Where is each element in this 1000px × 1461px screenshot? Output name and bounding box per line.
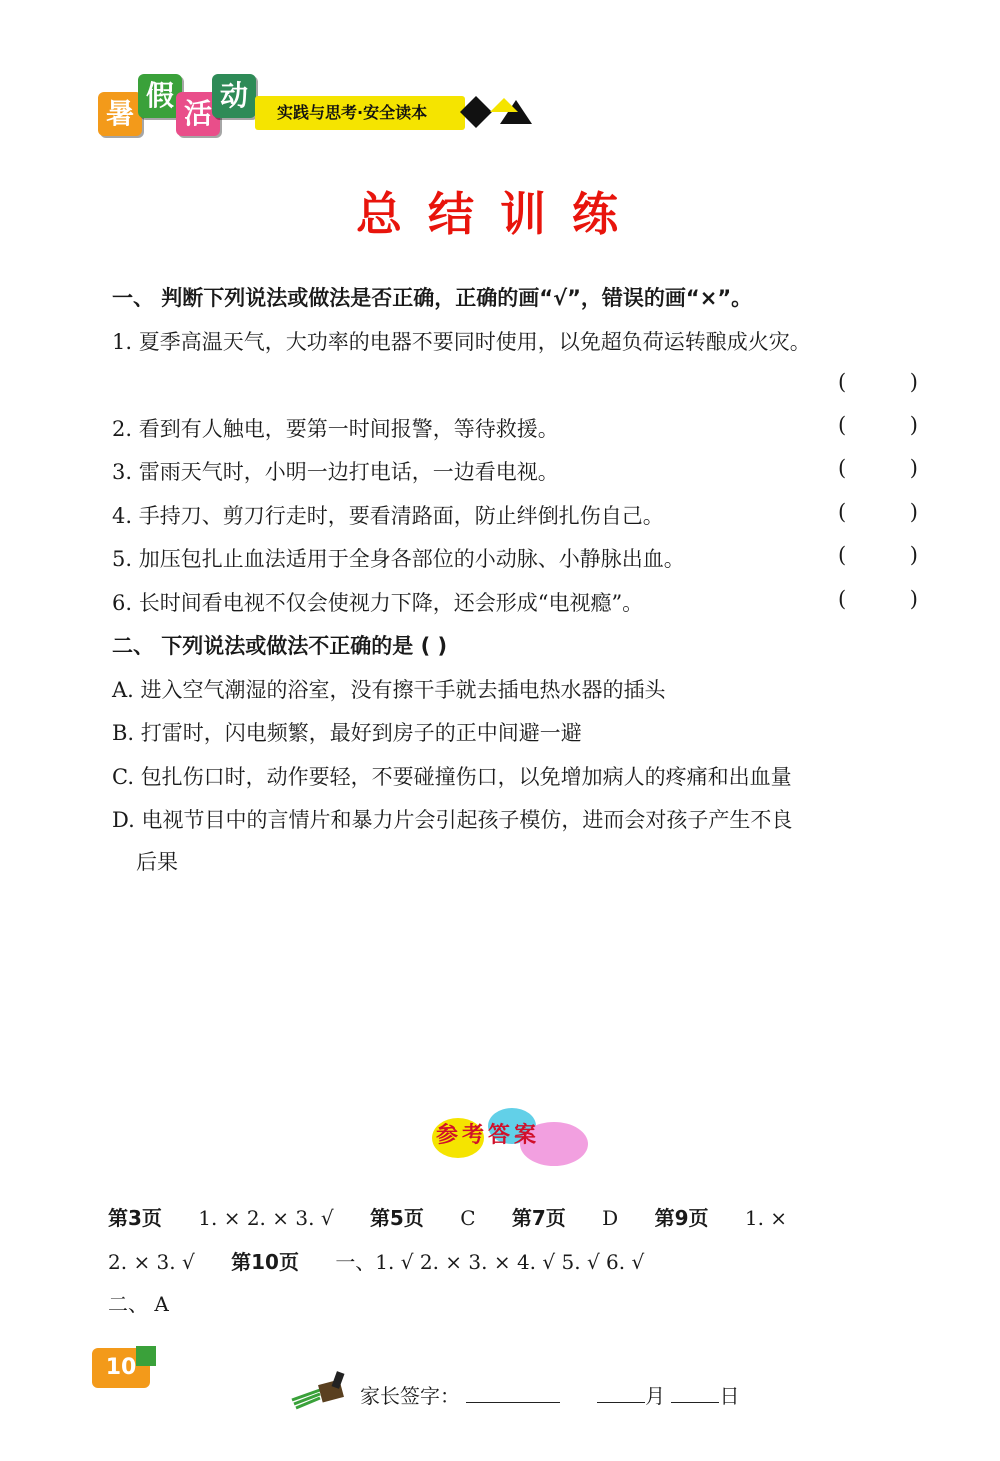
answer-page-3-label: 第3页 [108,1206,162,1230]
answer-paren-6: ( ) [838,587,918,611]
answers-line-3: 二、 A [108,1292,169,1316]
option-c: C. 包扎伤口时，动作要轻，不要碰撞伤口，以免增加病人的疼痛和出血量 [112,765,792,789]
answer-page-10: 一、1. √ 2. × 3. × 4. √ 5. √ 6. √ [335,1250,645,1274]
logo-char-2: 假 [138,74,182,118]
answer-paren-4: ( ) [838,500,918,524]
option-a: A. 进入空气潮湿的浴室，没有擦干手就去插电热水器的插头 [112,678,666,702]
answer-page-9-label: 第9页 [654,1206,709,1230]
answer-paren-3: ( ) [838,456,918,480]
answer-page-9-cont: 2. × 3. √ [108,1250,195,1274]
question-1: 1. 夏季高温天气，大功率的电器不要同时使用，以免超负荷运转酿成火灾。 [112,330,811,354]
parent-signature [360,1380,739,1409]
question-6: 6. 长时间看电视不仅会使视力下降，还会形成“电视瘾”。 [112,591,644,615]
answer-page-5: C [460,1206,476,1230]
answers-line-1 [108,1202,787,1231]
answers-line-2 [108,1246,644,1275]
answer-paren-2: ( ) [838,413,918,437]
answer-page-5-label: 第5页 [369,1206,424,1230]
page-number-corner [134,1344,158,1368]
logo-char-4: 动 [212,74,256,118]
section1-heading: 一、 判断下列说法或做法是否正确，正确的画“√”，错误的画“×”。 [112,286,753,310]
month-blank[interactable] [597,1384,645,1403]
answer-paren-1: ( ) [838,370,918,394]
day-label: 日 [719,1384,740,1408]
answer-page-9: 1. × [744,1206,788,1230]
header-subtitle: 实践与思考·安全读本 [255,96,465,130]
option-d-continued: 后果 [136,850,178,874]
answer-page-7: D [602,1206,619,1230]
answer-page-10-label: 第10页 [231,1250,299,1274]
page-title: 总结训练 [356,187,644,241]
pen-icon [290,1370,356,1410]
option-b: B. 打雷时，闪电频繁，最好到房子的正中间避一避 [112,721,582,745]
answer-page-3: 1. × 2. × 3. √ [198,1206,334,1230]
answers-title: 参考答案 [436,1123,541,1148]
page-number: 10 [92,1348,150,1388]
signature-blank[interactable] [466,1384,560,1403]
section2-heading: 二、 下列说法或做法不正确的是 ( ) [112,634,448,658]
answer-paren-5: ( ) [838,543,918,567]
question-2: 2. 看到有人触电，要第一时间报警，等待救援。 [112,417,559,441]
answer-page-7-label: 第7页 [511,1206,566,1230]
sign-label: 家长签字： [360,1384,460,1408]
question-4: 4. 手持刀、剪刀行走时，要看清路面，防止绊倒扎伤自己。 [112,504,664,528]
day-blank[interactable] [671,1384,719,1403]
option-d: D. 电视节目中的言情片和暴力片会引起孩子模仿，进而会对孩子产生不良 [112,808,793,832]
header-triangle-icons [460,92,540,132]
question-3: 3. 雷雨天气时，小明一边打电话，一边看电视。 [112,460,559,484]
logo-char-1: 暑 [98,92,142,136]
month-label: 月 [645,1384,666,1408]
question-5: 5. 加压包扎止血法适用于全身各部位的小动脉、小静脉出血。 [112,547,685,571]
logo-char-3: 活 [176,92,220,136]
